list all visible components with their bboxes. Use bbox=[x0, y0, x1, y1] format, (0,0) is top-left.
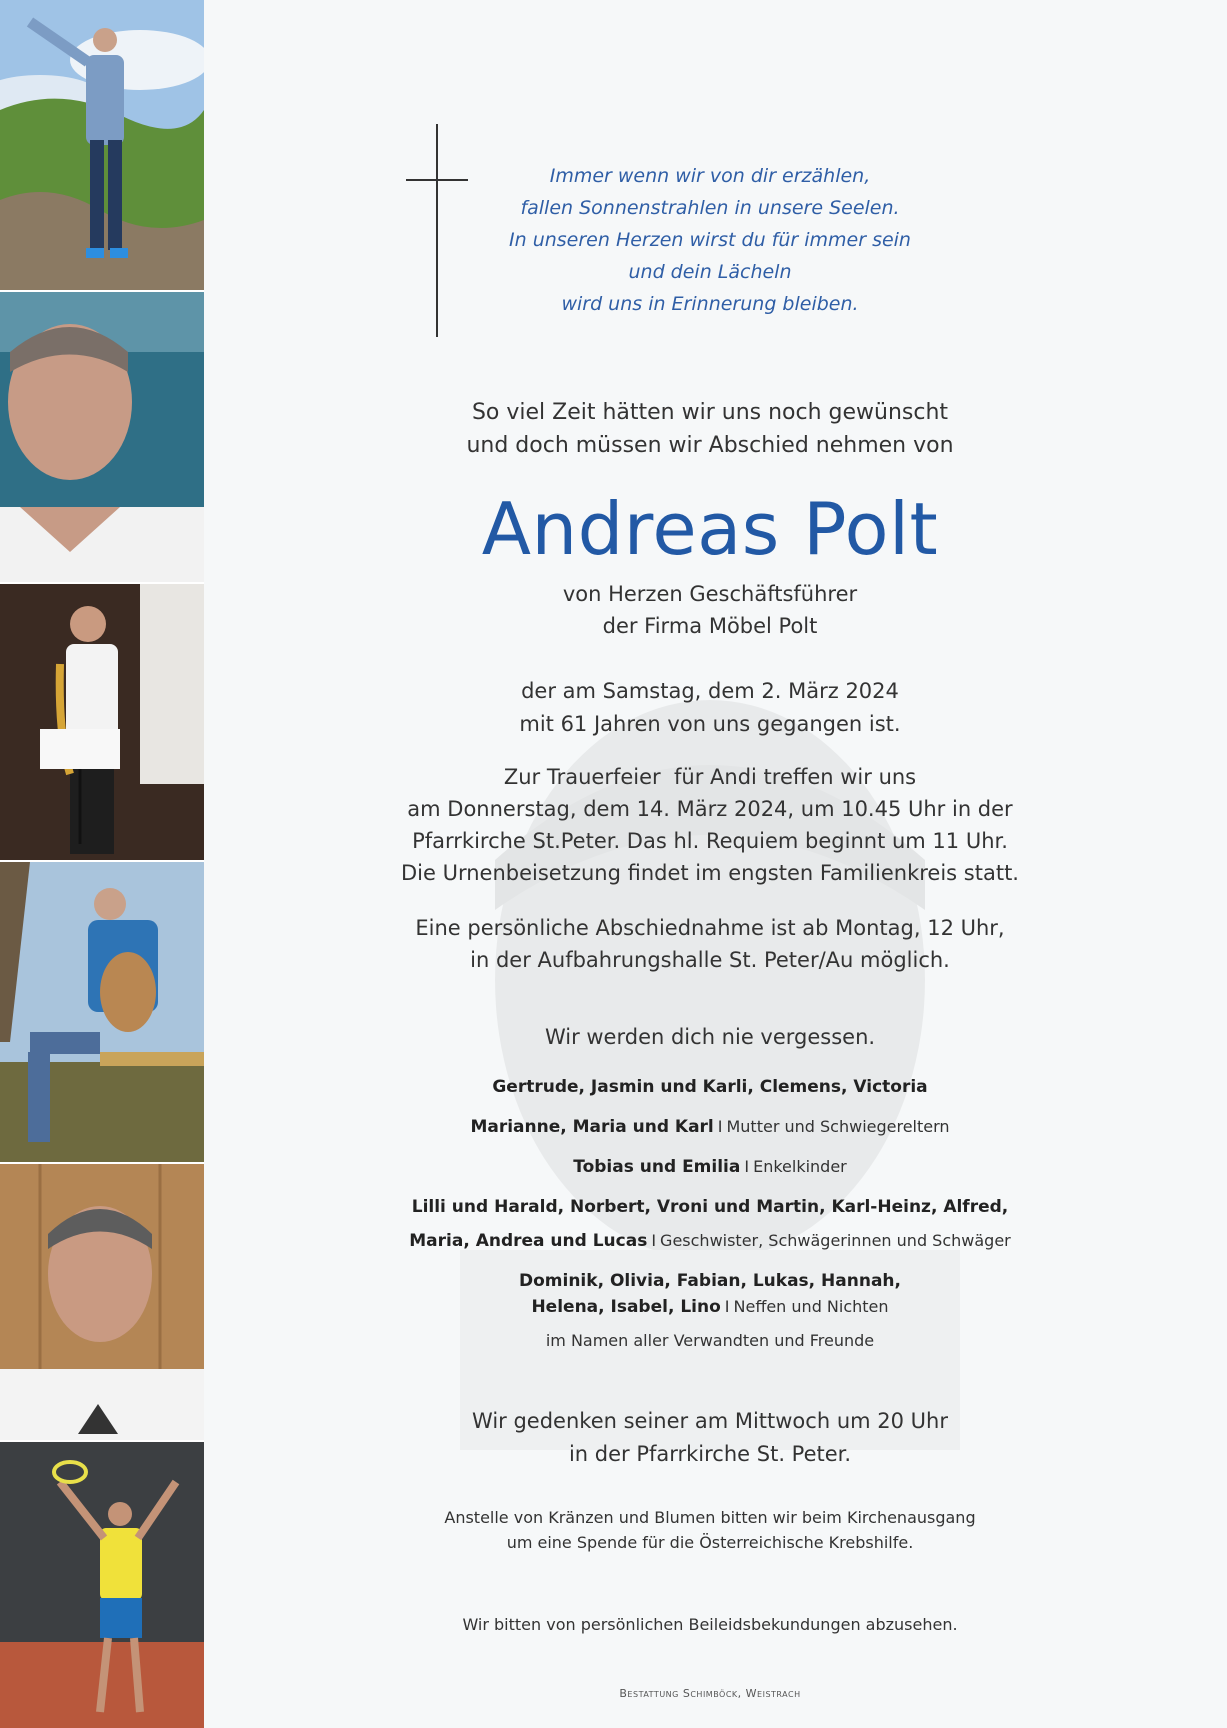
photo-tennis bbox=[0, 1442, 204, 1728]
mourner-row bbox=[370, 1154, 1050, 1180]
mourner-relation: Enkelkinder bbox=[753, 1157, 847, 1176]
deceased-name: Andreas Polt bbox=[481, 487, 939, 571]
mourner-row bbox=[370, 1268, 1050, 1320]
photo-portrait-water bbox=[0, 292, 204, 582]
role-line: der Firma Möbel Polt bbox=[602, 614, 818, 638]
memorial-line: in der Pfarrkirche St. Peter. bbox=[568, 1442, 852, 1466]
separator: I bbox=[651, 1231, 657, 1250]
viewing-info bbox=[390, 912, 1030, 976]
separator: I bbox=[744, 1157, 750, 1176]
intro-line: und doch müssen wir Abschied nehmen von bbox=[466, 433, 954, 458]
photo-dog-bench bbox=[0, 862, 204, 1162]
mourner-relation: Mutter und Schwiegereltern bbox=[726, 1117, 950, 1136]
service-line: am Donnerstag, dem 14. März 2024, um 10.45 Uhr in der bbox=[407, 797, 1013, 821]
role-line: von Herzen Geschäftsführer bbox=[562, 582, 858, 606]
funeral-service bbox=[390, 761, 1030, 889]
photo-mountain-hike bbox=[0, 0, 204, 290]
intro-text bbox=[390, 396, 1030, 462]
mourner-relation: Neffen und Nichten bbox=[733, 1297, 889, 1316]
poem-line: wird uns in Erinnerung bleiben. bbox=[561, 293, 859, 315]
undertaker-credit: Bestattung Schimböck, Weistrach bbox=[619, 1687, 801, 1700]
never-forget: Wir werden dich nie vergessen. bbox=[544, 1025, 876, 1049]
service-line: Pfarrkirche St.Peter. Das hl. Requiem beginnt um 11 Uhr. bbox=[412, 829, 1008, 853]
viewing-line: Eine persönliche Abschiednahme ist ab Montag, 12 Uhr, bbox=[415, 916, 1005, 940]
mourner-names: Lilli und Harald, Norbert, Vroni und Martin, Karl-Heinz, Alfred, bbox=[411, 1197, 1009, 1217]
viewing-line: in der Aufbahrungshalle St. Peter/Au möglich. bbox=[470, 948, 950, 972]
mourners-list bbox=[370, 1074, 1050, 1368]
mourner-row bbox=[370, 1114, 1050, 1140]
date-line: mit 61 Jahren von uns gegangen ist. bbox=[519, 712, 901, 736]
memorial-mass bbox=[390, 1405, 1030, 1471]
donation-line: um eine Spende für die Österreichische Krebshilfe. bbox=[506, 1533, 914, 1552]
mourner-closing bbox=[370, 1328, 1050, 1354]
mourner-names: Gertrude, Jasmin und Karli, Clemens, Victoria bbox=[492, 1077, 928, 1097]
deceased-role bbox=[390, 578, 1030, 642]
date-line: der am Samstag, dem 2. März 2024 bbox=[521, 679, 899, 703]
service-line: Zur Trauerfeier für Andi treffen wir uns bbox=[503, 765, 917, 789]
poem-line: In unseren Herzen wirst du für immer sein bbox=[509, 229, 911, 251]
poem-line: und dein Lächeln bbox=[628, 261, 792, 283]
poem-line: Immer wenn wir von dir erzählen, bbox=[549, 165, 871, 187]
mourner-names: Helena, Isabel, Lino bbox=[531, 1297, 721, 1317]
separator: I bbox=[724, 1297, 730, 1316]
service-line: Die Urnenbeisetzung findet im engsten Familienkreis statt. bbox=[400, 861, 1019, 885]
photo-portrait-wood bbox=[0, 1164, 204, 1440]
photo-saxophone bbox=[0, 584, 204, 860]
mourner-row bbox=[370, 1194, 1050, 1254]
closing-text: im Namen aller Verwandten und Freunde bbox=[545, 1331, 875, 1350]
donation-line: Anstelle von Kränzen und Blumen bitten wir beim Kirchenausgang bbox=[444, 1508, 976, 1527]
poem bbox=[390, 160, 1030, 320]
photo-strip bbox=[0, 0, 204, 1728]
separator: I bbox=[717, 1117, 723, 1136]
mourner-names: Marianne, Maria und Karl bbox=[470, 1117, 714, 1137]
mourner-row bbox=[370, 1074, 1050, 1100]
mourner-names: Dominik, Olivia, Fabian, Lukas, Hannah, bbox=[519, 1271, 901, 1291]
death-date bbox=[390, 675, 1030, 741]
poem-line: fallen Sonnenstrahlen in unsere Seelen. bbox=[520, 197, 900, 219]
donation-request bbox=[390, 1505, 1030, 1555]
intro-line: So viel Zeit hätten wir uns noch gewünscht bbox=[471, 400, 949, 425]
mourner-relation: Geschwister, Schwägerinnen und Schwäger bbox=[660, 1231, 1011, 1250]
mourner-names: Maria, Andrea und Lucas bbox=[409, 1231, 648, 1251]
mourner-names: Tobias und Emilia bbox=[573, 1157, 741, 1177]
memorial-line: Wir gedenken seiner am Mittwoch um 20 Uhr bbox=[472, 1409, 948, 1433]
condolence-note: Wir bitten von persönlichen Beileidsbekundungen abzusehen. bbox=[462, 1615, 958, 1634]
